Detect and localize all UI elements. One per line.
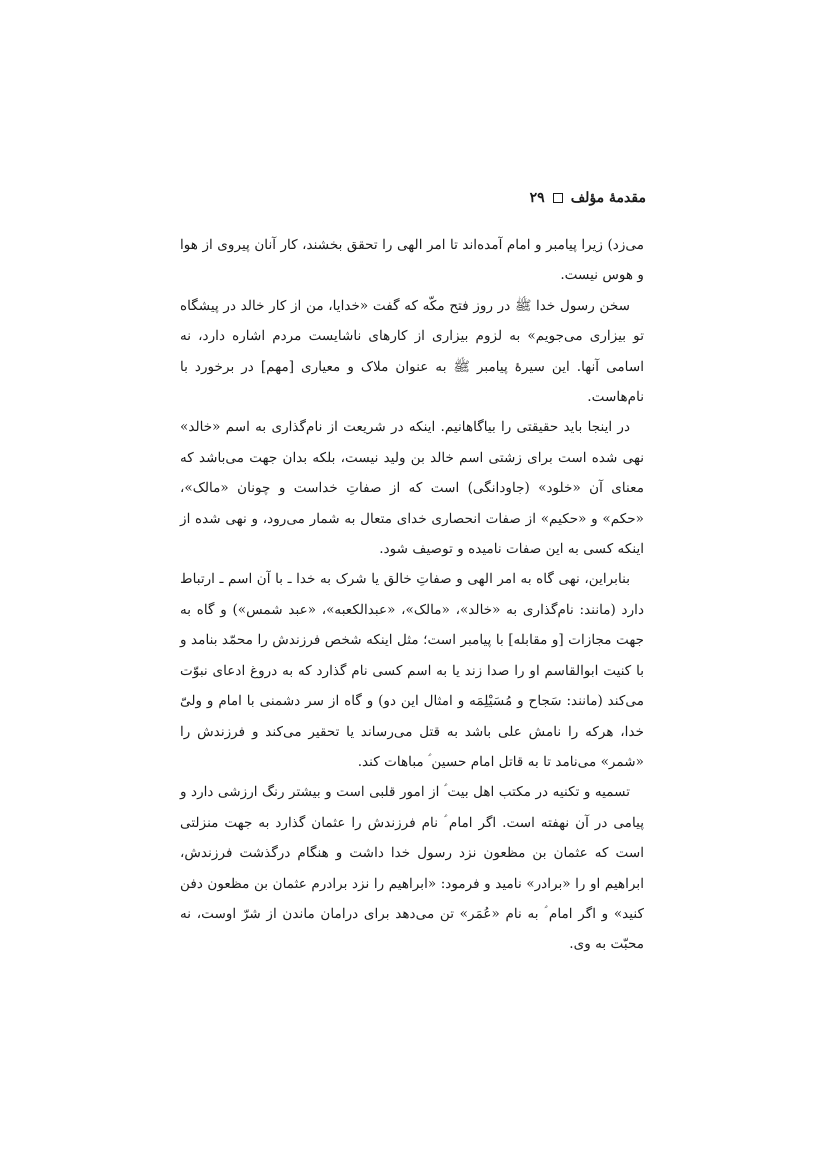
paragraph: می‌زد) زیرا پیامبر و امام آمده‌اند تا امر الهی را تحقق بخشند، کار آنان پیروی از هوا و هوس نیست. <box>180 237 644 284</box>
running-head <box>530 190 646 206</box>
paragraph: بنابراین، نهی گاه به امر الهی و صفاتِ خالق یا شرک به خدا ـ با آن اسم ـ ارتباط دارد (مانند: نام‌گذاری به «خالد»، «مالک»، «عبدالکعبه»، «عبد شمس») و گاه به جهت مجازات [و مقابله] با پیامبر است؛ مثل اینکه شخص فرزندش را محمّد بنامد و با کنیت ابوالقاسم او را صدا زند یا به اسم کسی نام گذارد که به دروغ ادعای نبوّت می‌کند (مانند: سَجاح و مُسَیْلِمَه و امثال این دو) و گاه از سر دشمنی با امام و ولیّ خدا، هرکه را نامش علی باشد به قتل می‌رساند یا تحقیر می‌کند و فرزندش را «شمر» می‌نامد تا به قاتل امام حسین ؑ مباهات کند. <box>180 571 644 770</box>
paragraph: سخن رسول خدا ﷺ در روز فتح مکّه که گفت «خدایا، من از کار خالد در پیشگاه تو بیزاری می‌جویم» به لزوم بیزاری از کارهای ناشایست مردم اشاره دارد، نه اسامی آنها. این سیرهٔ پیامبر ﷺ به عنوان ملاک و معیاری [مهم] در برخورد با نام‌هاست. <box>180 297 644 406</box>
paragraph: تسمیه و تکنیه در مکتب اهل بیت ؑ از امور قلبی است و بیشتر رنگ ارزشی دارد و پیامی در آن نهفته است. اگر امام ؑ نام فرزندش را عثمان گذارد به جهت منزلتی است که عثمان بن مظعون نزد رسول خدا داشت و هنگام درگذشت فرزندش، ابراهیم او را «برادر» نامید و فرمود: «ابراهیم را نزد برادرم عثمان بن مظعون دفن کنید» و اگر امام ؑ به نام «عُمَر» تن می‌دهد برای درامان ماندن از شرّ اوست، نه محبّت به وی. <box>180 784 644 953</box>
body-text <box>180 230 644 960</box>
paragraph: در اینجا باید حقیقتی را بیاگاهانیم. اینکه در شریعت از نام‌گذاری به اسم «خالد» نهی شده است برای زشتی اسم خالد بن ولید نیست، بلکه بدان جهت می‌باشد که معنای آن «خلود» (جاودانگی) است که از صفاتِ خداست و چونان «مالک»، «حکم» و «حکیم» از صفات انحصاری خدای متعال به شمار می‌رود، و نهی شده از اینکه کسی به این صفات نامیده و توصیف شود. <box>180 419 644 558</box>
square-outline-icon <box>553 193 563 203</box>
section-title: مقدمهٔ مؤلف <box>570 190 646 206</box>
page-number: ۲۹ <box>529 190 545 206</box>
